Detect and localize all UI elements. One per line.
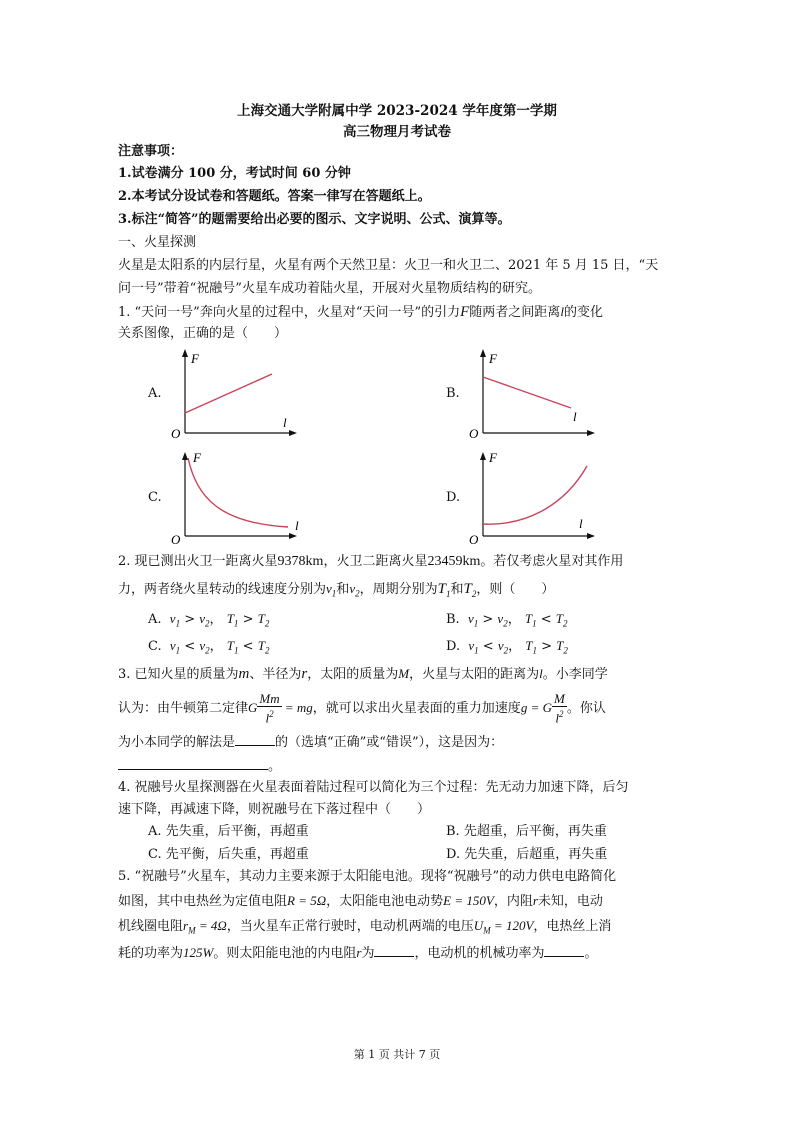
q5-stem: 5. “祝融号”火星车，其动力主要来源于太阳能电池。现将“祝融号”的动力供电电路简化 [118, 869, 617, 884]
svg-text:l: l [579, 516, 583, 531]
q2-stem: 2. 现已测出火卫一距离火星9378km，火卫二距离火星23459km。若仅考虑火星对其作用 [118, 554, 624, 569]
q3-stem: 。 [118, 756, 281, 776]
q4-stem: 速下降，再减速下降，则祝融号在下落过程中（ ） [118, 802, 431, 817]
q4-option-c[interactable]: C. 先平衡，后失重，再超重 [148, 847, 309, 862]
svg-text:O: O [171, 532, 181, 546]
graph-curve [483, 466, 587, 524]
svg-text:O: O [171, 426, 181, 440]
svg-text:F: F [191, 351, 199, 366]
note-item: 2.本考试分设试卷和答题纸。答案一律写在答题纸上。 [118, 189, 431, 204]
note-item: 3.标注“简答”的题需要给出必要的图示、文字说明、公式、演算等。 [118, 212, 511, 227]
q4-option-b[interactable]: B. 先超重，后平衡，再失重 [446, 824, 607, 839]
svg-text:F: F [193, 450, 201, 465]
note-item: 1.试卷满分 100 分，考试时间 60 分钟 [118, 166, 351, 181]
q1-option-a-graph[interactable] [165, 345, 305, 440]
q5-blank-2[interactable] [544, 943, 584, 957]
notes-heading: 注意事项： [118, 144, 184, 159]
q1-option-c-graph[interactable] [165, 448, 305, 546]
svg-text:F: F [489, 450, 497, 465]
svg-text:l: l [573, 409, 577, 424]
q3-stem: 为小本同学的解法是 的（选填“正确”或“错误”），这是因为： [118, 732, 503, 752]
section-intro: 问一号”带着“祝融号”火星车成功着陆火星，开展对火星物质结构的研究。 [118, 281, 541, 296]
q3-stem: 认为：由牛顿第二定律G $\frac{Mm}{l^2}$ = mg，就可以求出火星表面的重力加速度g = G $\frac{M}{l^2}$ 。你认 [118, 691, 606, 726]
section-intro: 火星是太阳系的内层行星，火星有两个天然卫星：火卫一和火卫二、2021 年 5 月 15 日，“天 [118, 258, 659, 273]
svg-text:l: l [295, 518, 299, 533]
q1-option-d-label[interactable]: D. [446, 490, 461, 505]
q1-stem: 关系图像，正确的是（ ） [118, 326, 288, 341]
exam-subtitle: 高三物理月考试卷 [343, 124, 451, 140]
page-footer: 第 1 页 共计 7 页 [353, 1048, 441, 1061]
q3-stem: 3. 已知火星的质量为m、半径为r，太阳的质量为M，火星与太阳的距离为l。小李同学 [118, 666, 608, 682]
section-title: 一、火星探测 [118, 235, 197, 250]
q5-stem: 耗的功率为125W。则太阳能电池的内电阻r为 ，电动机的机械功率为 。 [118, 945, 598, 961]
svg-text:F: F [489, 351, 497, 366]
q5-stem: 机线圈电阻$r_M = 4\Omega$，当火星车正常行驶时，电动机两端的电压$U_M = 120V$，电热丝上消 [118, 918, 612, 936]
graph-curve [483, 377, 571, 408]
q2-option-d[interactable]: D. $v_1 < v_2$， $T_1 > T_2$ [446, 638, 568, 656]
svg-text:l: l [283, 415, 287, 430]
q1-option-d-graph[interactable] [463, 448, 603, 546]
q4-stem: 4. 祝融号火星探测器在火星表面着陆过程可以简化为三个过程：先无动力加速下降，后匀 [118, 780, 629, 795]
graph-curve [188, 458, 288, 527]
q5-blank-1[interactable] [374, 943, 414, 957]
q2-option-a[interactable]: A. $v_1 > v_2$， $T_1 > T_2$ [148, 611, 270, 629]
q3-blank-1[interactable] [235, 732, 275, 746]
svg-text:O: O [469, 426, 479, 440]
graph-curve [185, 374, 272, 413]
q5-stem: 如图，其中电热丝为定值电阻R = 5Ω，太阳能电池电动势E = 150V，内阻r未知，电动 [118, 893, 603, 909]
q1-option-a-label[interactable]: A. [148, 386, 162, 401]
exam-title: 上海交通大学附属中学 2023-2024 学年度第一学期 [237, 103, 557, 119]
q4-option-a[interactable]: A. 先失重，后平衡，再超重 [148, 824, 309, 839]
q1-stem: 1. “天问一号”奔向火星的过程中，火星对“天问一号”的引力F随两者之间距离l的变化 [118, 304, 603, 320]
q1-option-b-label[interactable]: B. [446, 386, 460, 401]
q4-option-d[interactable]: D. 先失重，后超重，再失重 [446, 847, 608, 862]
q2-stem: 力，两者绕火星转动的线速度分别为$v_1$和$v_2$，周期分别为$T_1$和$T_2$，则（ ） [118, 581, 555, 599]
q1-option-c-label[interactable]: C. [148, 490, 162, 505]
svg-text:O: O [469, 532, 479, 546]
q2-option-c[interactable]: C. $v_1 < v_2$， $T_1 < T_2$ [148, 638, 270, 656]
q2-option-b[interactable]: B. $v_1 > v_2$， $T_1 < T_2$ [446, 611, 568, 629]
q3-blank-2[interactable] [118, 756, 268, 770]
q1-option-b-graph[interactable] [463, 345, 603, 440]
